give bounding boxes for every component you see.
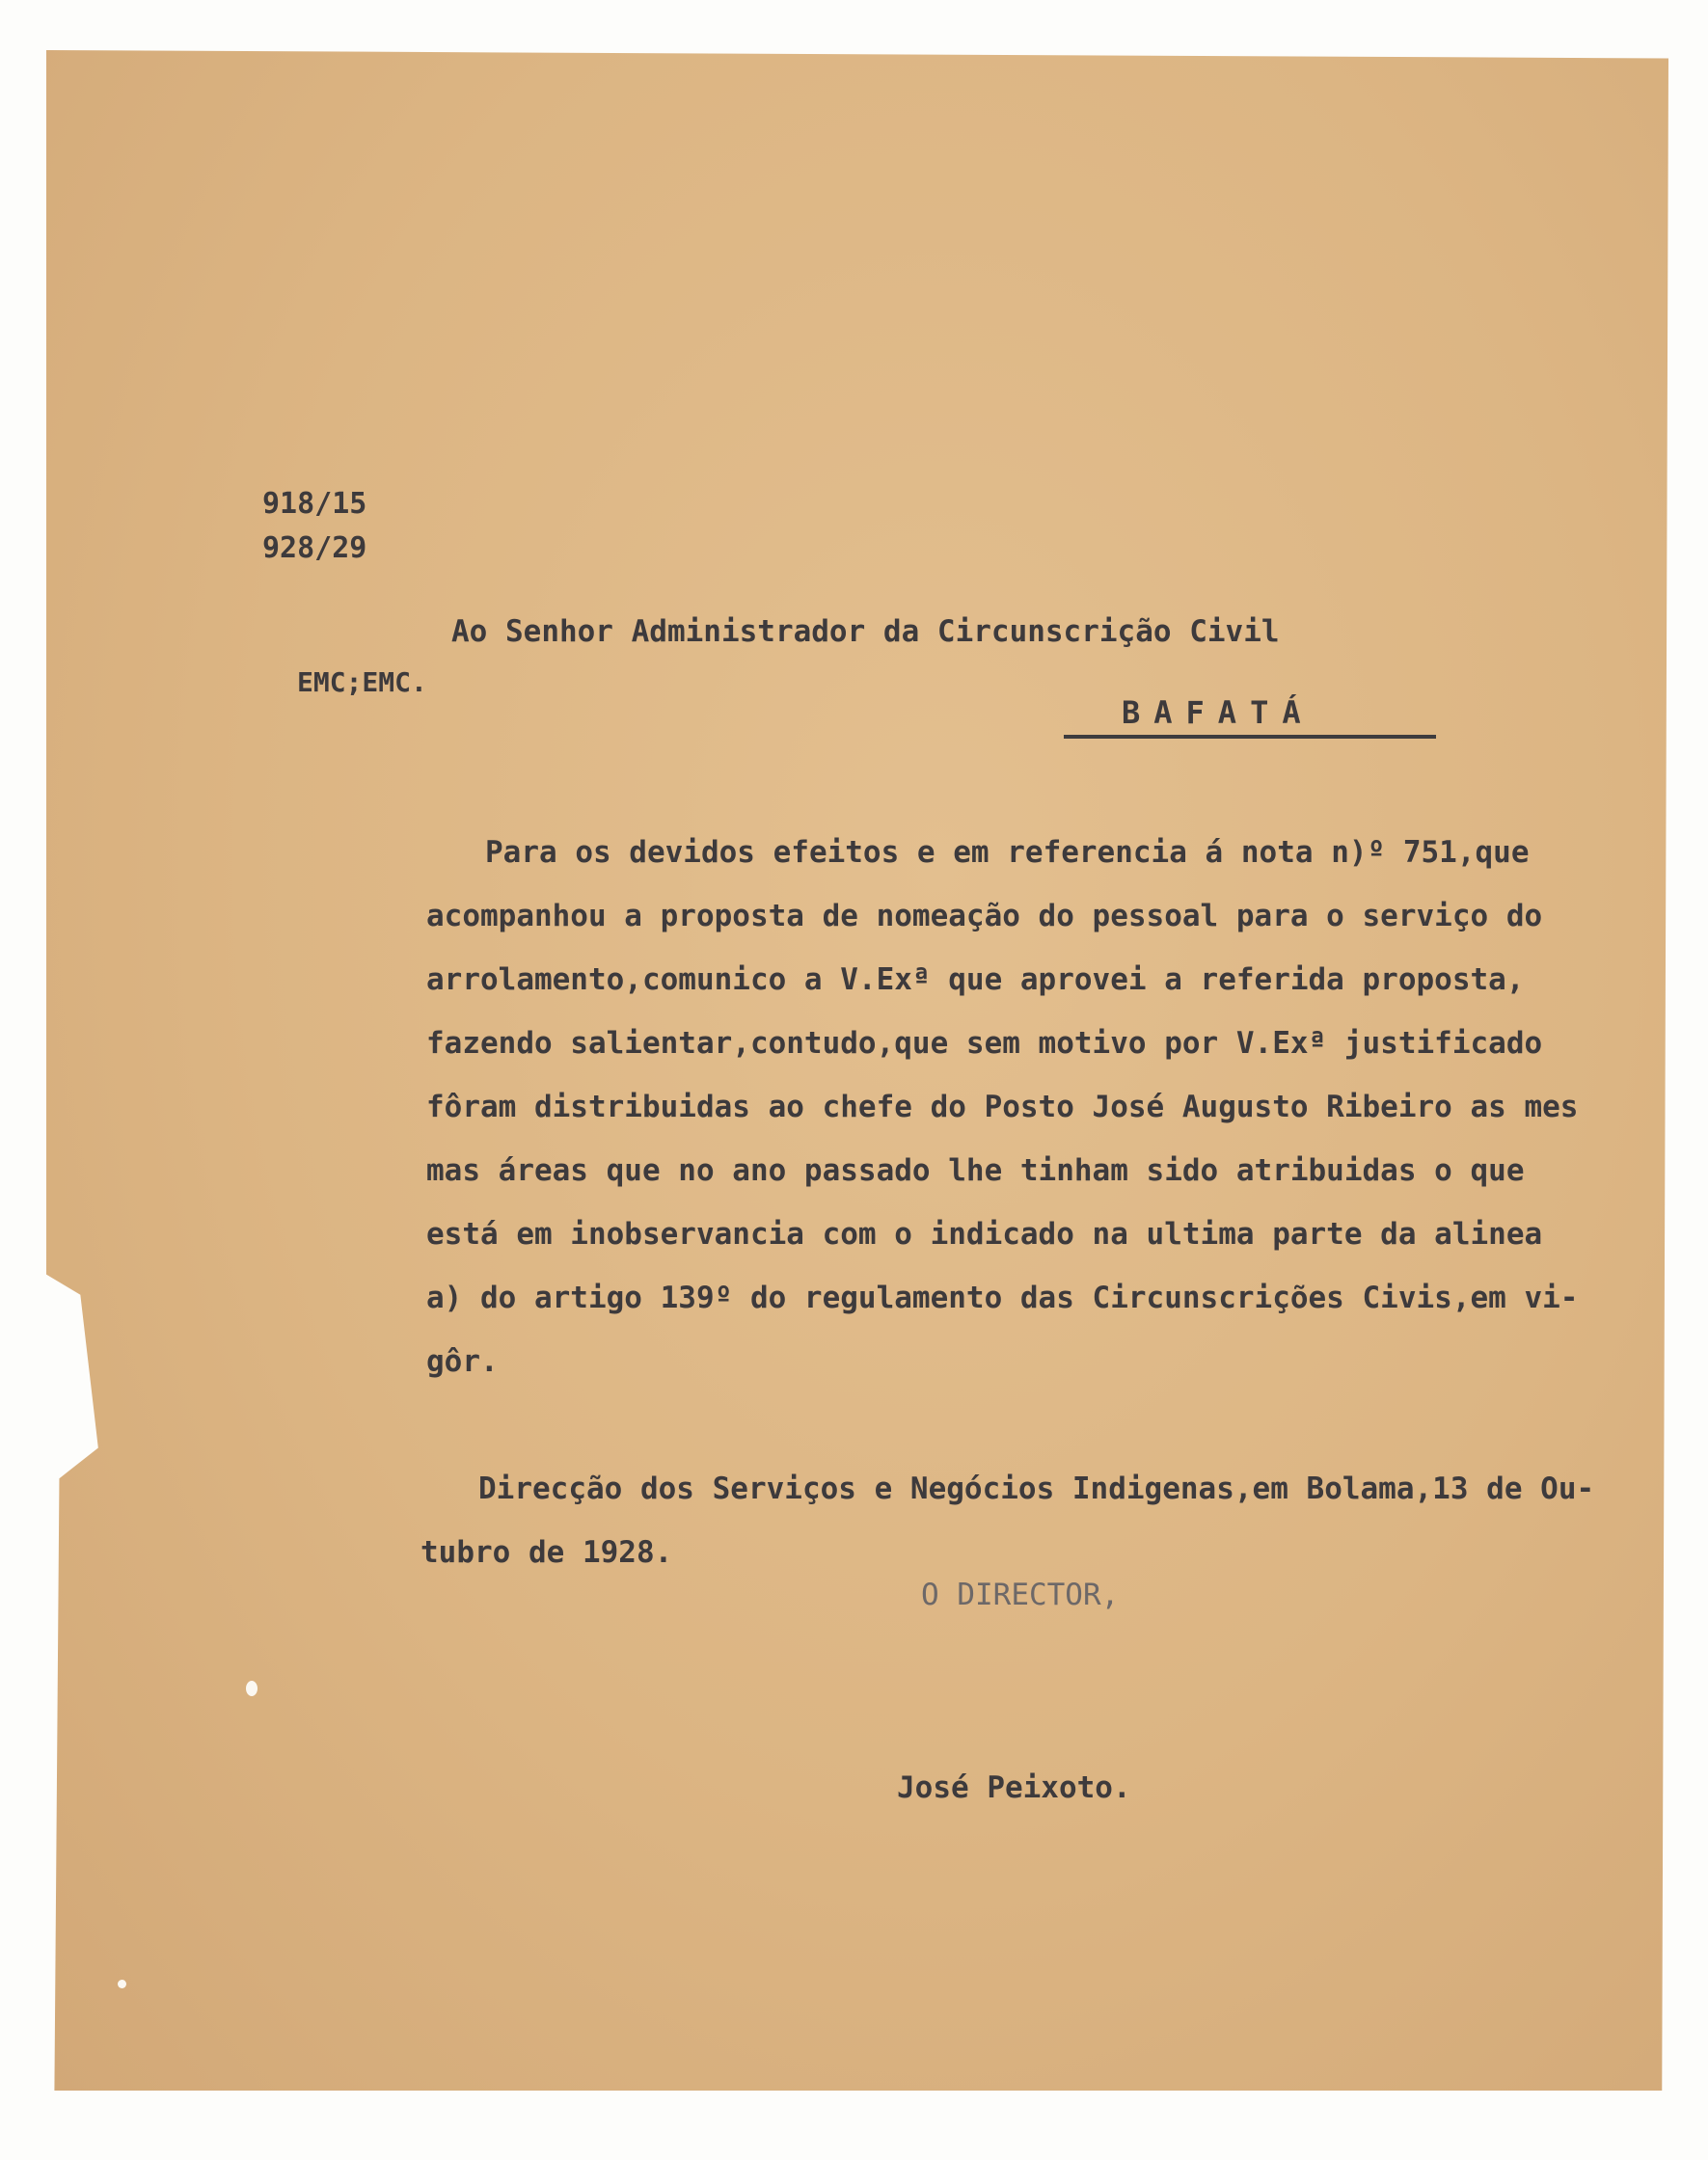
body-text-line: acompanhou a proposta de nomeação do pessoal para o serviço do (426, 899, 1543, 933)
typist-initials: EMC;EMC. (297, 666, 427, 698)
letter-paper (46, 50, 1668, 2091)
paper-hole (118, 1980, 126, 1988)
body-text-line: mas áreas que no ano passado lhe tinham sido atribuidas o que (426, 1153, 1525, 1188)
paper-hole (246, 1681, 258, 1696)
destination-place: BAFATÁ (1122, 694, 1315, 731)
destination-underline (1064, 735, 1436, 739)
body-text-line: arrolamento,comunico a V.Exª que aprovei a referida proposta, (426, 962, 1525, 997)
body-text-line: fazendo salientar,contudo,que sem motivo por V.Exª justificado (426, 1026, 1543, 1061)
closing-place-date: Direcção dos Serviços e Negócios Indigenas,em Bolama,13 de Ou- (478, 1472, 1595, 1506)
closing-place-date: tubro de 1928. (420, 1535, 673, 1570)
reference-number: 928/29 (262, 531, 367, 565)
body-text-line: fôram distribuidas ao chefe do Posto José Augusto Ribeiro as mes (426, 1090, 1579, 1124)
signer-name: José Peixoto. (897, 1770, 1131, 1805)
body-text-line: gôr. (426, 1344, 499, 1379)
addressee-line: Ao Senhor Administrador da Circunscrição Civil (451, 614, 1280, 649)
body-text-line: está em inobservancia com o indicado na ultima parte da alinea (426, 1217, 1543, 1252)
reference-number: 918/15 (262, 487, 367, 521)
body-text-line: a) do artigo 139º do regulamento das Circunscrições Civis,em vi- (426, 1281, 1579, 1315)
signer-title: O DIRECTOR, (921, 1578, 1120, 1612)
body-text-line: Para os devidos efeitos e em referencia á nota n)º 751,que (485, 835, 1530, 870)
